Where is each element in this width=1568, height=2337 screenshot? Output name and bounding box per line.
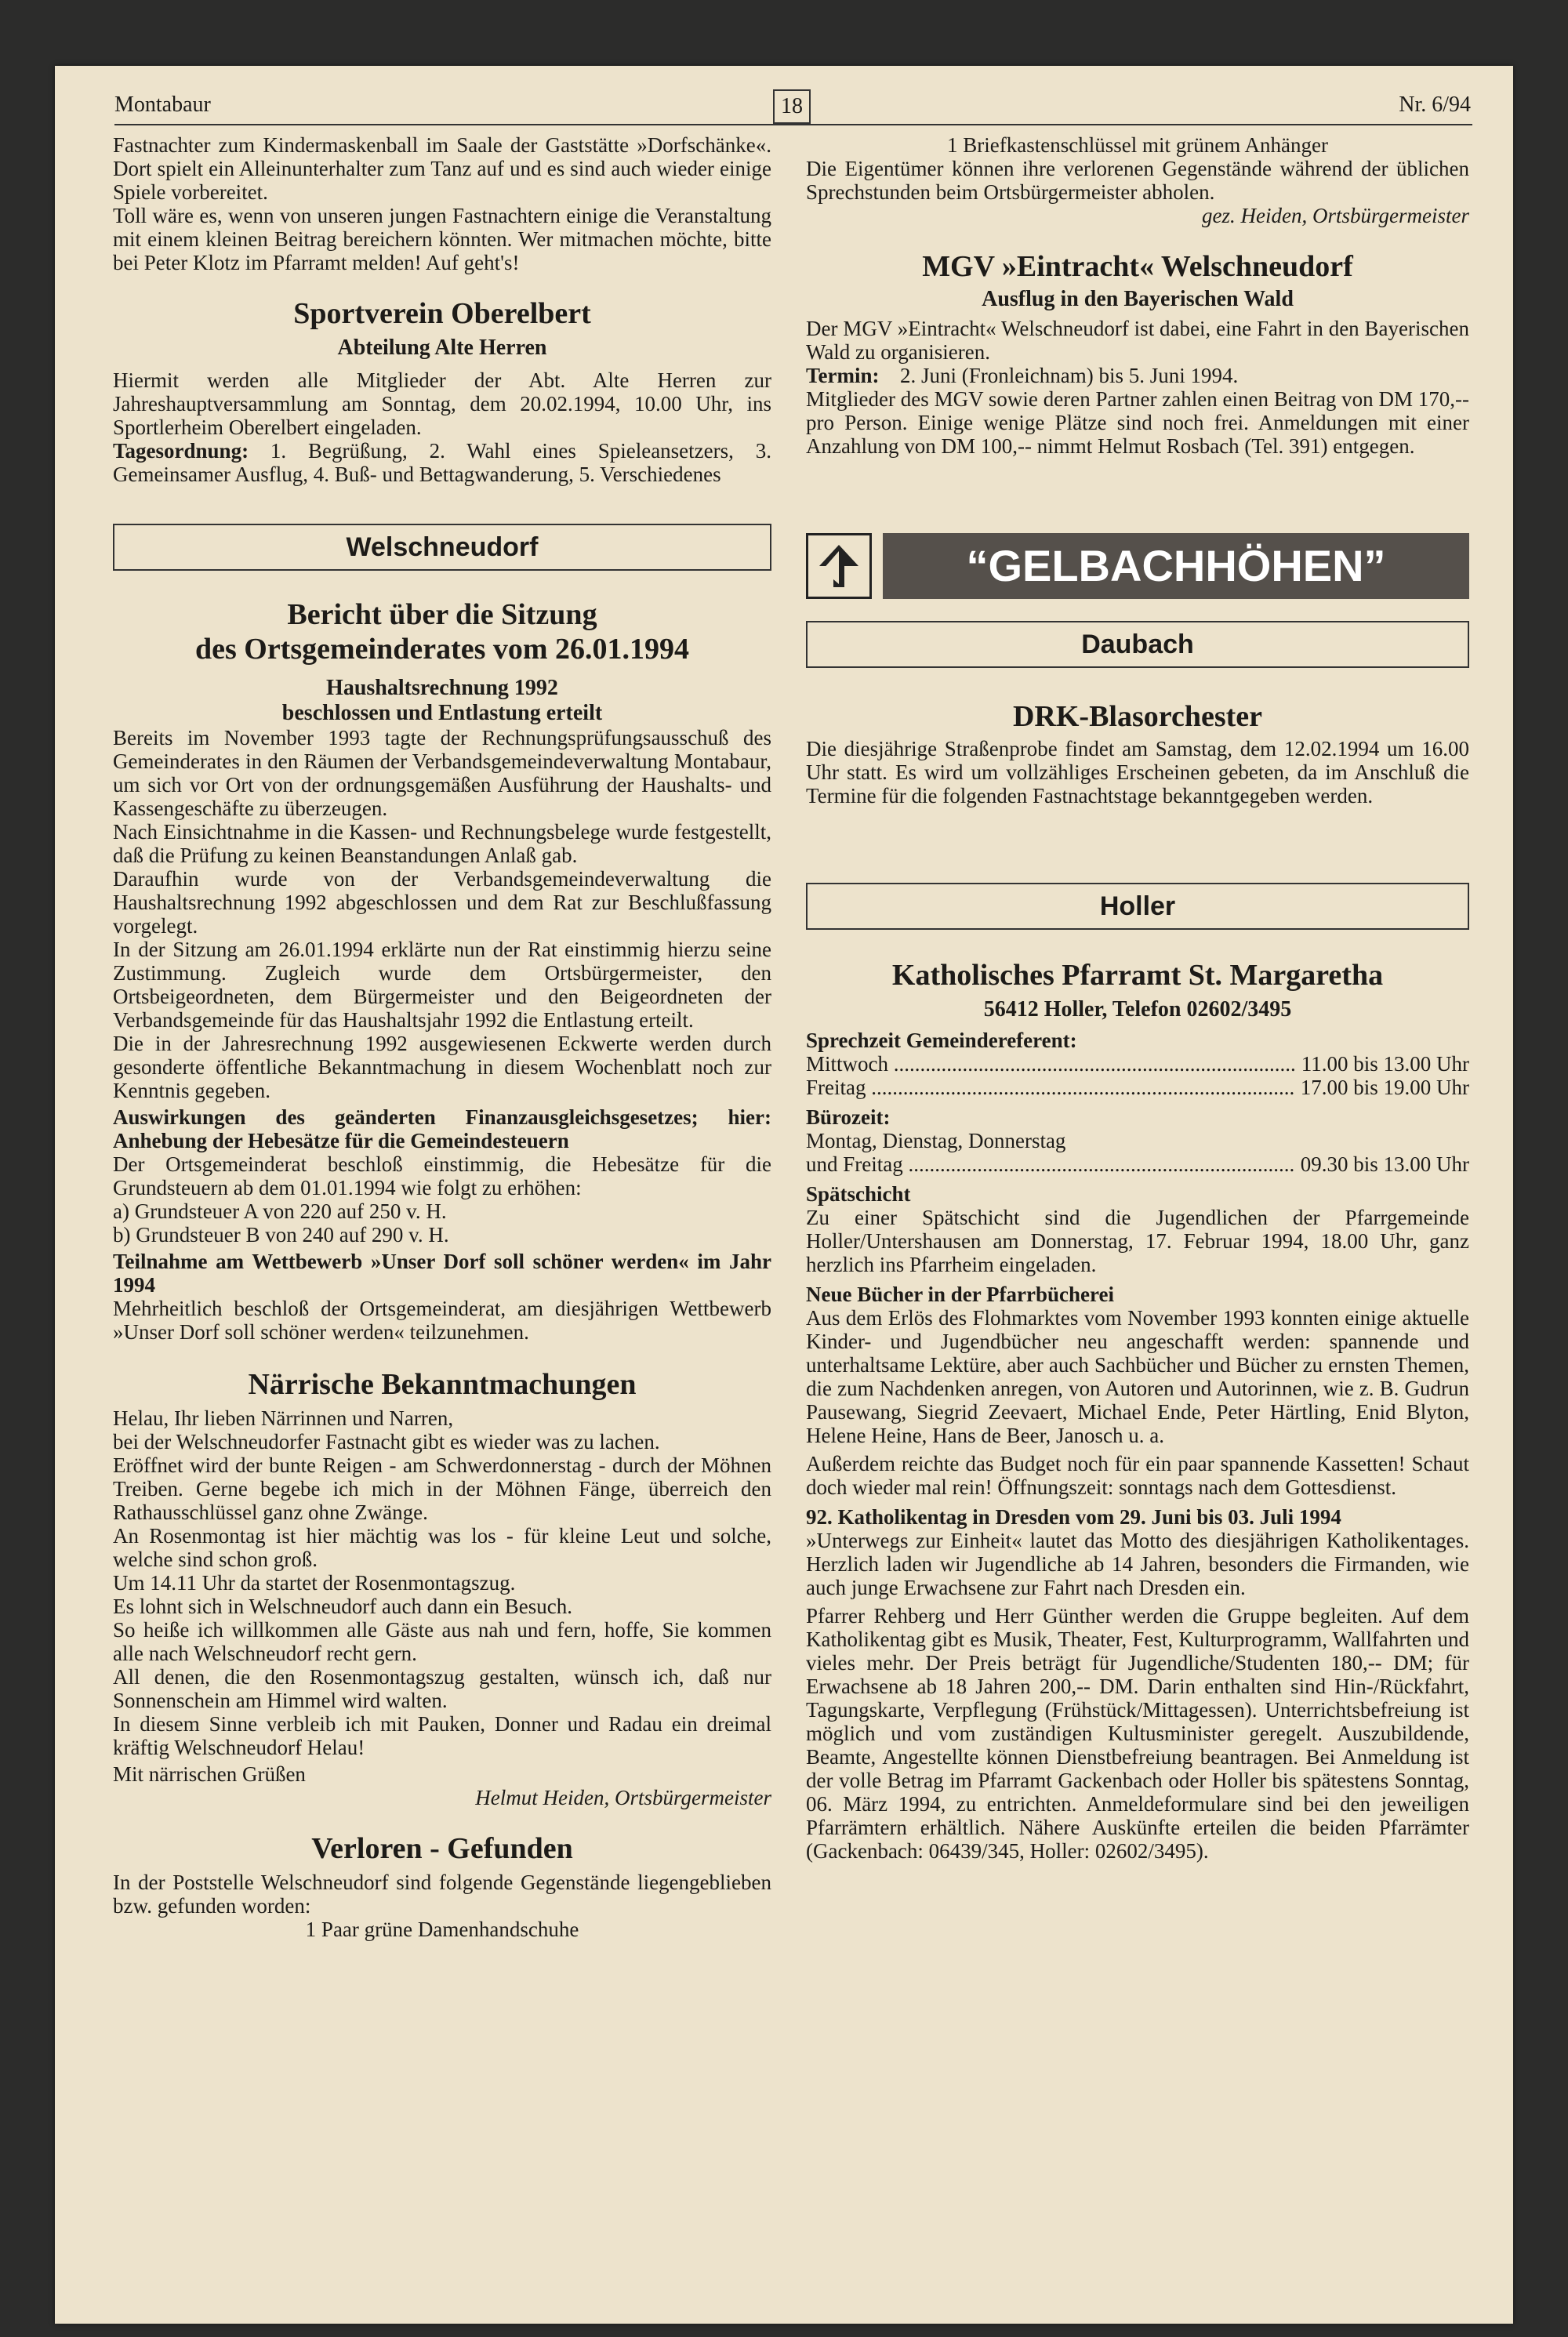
eigentuemer-text: Die Eigentümer können ihre verlorenen Gegenstände während der üblichen Sprechstunden beim Ortsbürgermeister abholen.	[806, 157, 1469, 204]
bericht-para-2: Nach Einsichtnahme in die Kassen- und Rechnungsbelege wurde festgestellt, daß die Prüfung zu keinen Beanstandungen Anlaß gab.	[113, 820, 771, 867]
buero-time: 09.30 bis 13.00 Uhr	[1300, 1152, 1469, 1176]
narr-line: Eröffnet wird der bunte Reigen - am Schwerdonnerstag - durch der Möhnen Treiben. Gerne begebe ich mich in der Möhnen Fänge, überreich den Rathausschlüssel ganz ohne Zwänge.	[113, 1453, 771, 1524]
right-column	[806, 133, 1469, 1863]
auswirkungen-a: a) Grundsteuer A von 220 auf 250 v. H.	[113, 1199, 447, 1223]
buecher-text-2: Außerdem reichte das Budget noch für ein paar spannende Kassetten! Schaut doch wieder mal rein! Öffnungszeit: sonntags nach dem Gottesdienst.	[806, 1452, 1469, 1499]
bericht-para-4: In der Sitzung am 26.01.1994 erklärte nun der Rat einstimmig hierzu seine Zustimmung. Zugleich wurde dem Ortsbürgermeister, den Ortsbeigeordneten, dem Bürgermeister und den Beigeordneten der Verbandsgemeinde für das Haushaltsjahr 1992 die Entlastung erteilt.	[113, 938, 771, 1032]
section-box-holler: Holler	[806, 883, 1469, 930]
drk-title: DRK-Blasorchester	[1012, 700, 1262, 733]
narr-title: Närrische Bekanntmachungen	[248, 1368, 637, 1401]
sport-agenda-label: Tagesordnung:	[113, 439, 249, 463]
sport-agenda-text: 1. Begrüßung, 2. Wahl eines Spieleansetzers, 3. Gemeinsamer Ausflug, 4. Buß- und Bettagwanderung, 5. Verschiedenes	[113, 439, 771, 486]
header-issue: Nr. 6/94	[1399, 93, 1471, 117]
sprechzeit-row	[806, 1076, 1469, 1099]
sprechzeit-day: Freitag .....	[806, 1076, 1296, 1099]
narr-line: Um 14.11 Uhr da startet der Rosenmontagszug.	[113, 1571, 516, 1595]
verloren-item-2: 1 Briefkastenschlüssel mit grünem Anhänger	[947, 133, 1328, 157]
intro-text-2: Toll wäre es, wenn von unseren jungen Fastnachtern einige die Veranstaltung mit einem kleinen Beitrag bereichern könnten. Wer mitmachen möchte, bitte bei Peter Klotz im Pfarramt melden! Auf geht's!	[113, 204, 771, 274]
mgv-subtitle: Ausflug in den Bayerischen Wald	[982, 287, 1294, 311]
sport-text: Hiermit werden alle Mitglieder der Abt. Alte Herren zur Jahreshauptversammlung am Sonntag, dem 20.02.1994, 10.00 Uhr, ins Sportlerheim Oberelbert eingeladen.	[113, 368, 771, 439]
narr-line: bei der Welschneudorfer Fastnacht gibt es wieder was zu lachen.	[113, 1430, 660, 1453]
narr-line: So heiße ich willkommen alle Gäste aus nah und fern, hoffe, Sie kommen alle nach Welschneudorf recht gern.	[113, 1618, 771, 1665]
header-town: Montabaur	[114, 93, 211, 117]
banner-title: “GELBACHHÖHEN”	[883, 533, 1469, 599]
sport-agenda	[113, 439, 771, 486]
buero-day: und Freitag .....	[806, 1152, 1296, 1176]
section-box-welschneudorf: Welschneudorf	[113, 524, 771, 571]
intro-text: Fastnachter zum Kindermaskenball im Saale der Gaststätte »Dorfschänke«. Dort spielt ein Alleinunterhalter zum Tanz auf und es sind auch wieder einige Spiele vorbereitet.	[113, 133, 771, 204]
sport-subtitle: Abteilung Alte Herren	[337, 336, 547, 360]
mgv-termin-label: Termin:	[806, 364, 880, 387]
mgv-termin	[806, 364, 1469, 387]
bericht-title-1: Bericht über die Sitzung	[287, 598, 597, 631]
sprechzeit-row	[806, 1052, 1469, 1076]
bericht-para-3: Daraufhin wurde von der Verbandsgemeindeverwaltung die Haushaltsrechnung 1992 abgeschlossen und dem Rat zur Beschlußfassung vorgelegt.	[113, 867, 771, 938]
narr-signature: Helmut Heiden, Ortsbürgermeister	[475, 1786, 771, 1809]
buero-heading: Bürozeit:	[806, 1105, 891, 1129]
auswirkungen-text: Der Ortsgemeinderat beschloß einstimmig, die Hebesätze für die Grundsteuern ab dem 01.01.1994 wie folgt zu erhöhen:	[113, 1152, 771, 1199]
mgv-text-1: Der MGV »Eintracht« Welschneudorf ist dabei, eine Fahrt in den Bayerischen Wald zu organisieren.	[806, 317, 1469, 364]
narr-greeting: Mit närrischen Grüßen	[113, 1762, 306, 1786]
section-box-daubach: Daubach	[806, 621, 1469, 668]
buero-days: Montag, Dienstag, Donnerstag	[806, 1129, 1066, 1152]
mgv-termin-text: 2. Juni (Fronleichnam) bis 5. Juni 1994.	[900, 364, 1239, 387]
verloren-item-1: 1 Paar grüne Damenhandschuhe	[305, 1918, 579, 1941]
spaetschicht-heading: Spätschicht	[806, 1182, 911, 1206]
sprechzeit-time: 17.00 bis 19.00 Uhr	[1300, 1076, 1469, 1099]
bericht-title-2: des Ortsgemeinderates vom 26.01.1994	[194, 633, 690, 666]
bericht-para-5: Die in der Jahresrechnung 1992 ausgewiesenen Eckwerte werden durch gesonderte öffentliche Bekanntmachung in diesem Wochenblatt noch zur Kenntnis gegeben.	[113, 1032, 771, 1102]
bericht-subtitle-1: Haushaltsrechnung 1992	[326, 676, 558, 700]
teilnahme-text: Mehrheitlich beschloß der Ortsgemeinderat, am diesjährigen Wettbewerb »Unser Dorf soll schöner werden« teilzunehmen.	[113, 1297, 771, 1344]
verloren-text: In der Poststelle Welschneudorf sind folgende Gegenstände liegengeblieben bzw. gefunden worden:	[113, 1871, 771, 1918]
narr-line: All denen, die den Rosenmontagszug gestalten, wünsch ich, daß nur Sonnenschein am Himmel wird walten.	[113, 1665, 771, 1712]
narr-line: An Rosenmontag ist hier mächtig was los - für kleine Leut und solche, welche sind schon groß.	[113, 1524, 771, 1571]
buecher-text-1: Aus dem Erlös des Flohmarktes vom November 1993 konnten einige aktuelle Kinder- und Jugendbücher neu angeschafft werden: spannende und unterhaltsame Lektüre, aber auch Sachbücher und Bücher zu ernsten Themen, die zum Nachdenken anregen, von Autoren und Autorinnen, wie z. B. Gudrun Pausewang, Siegrid Zeevaert, Michael Ende, Peter Härtling, Enid Blyton, Helene Heine, Hans de Beer, Janosch u. a.	[806, 1306, 1469, 1447]
buero-row	[806, 1152, 1469, 1176]
gelbachhoehen-banner	[806, 533, 1469, 599]
header-rule	[114, 124, 1472, 125]
sprechzeit-time: 11.00 bis 13.00 Uhr	[1301, 1052, 1469, 1076]
auswirkungen-b: b) Grundsteuer B von 240 auf 290 v. H.	[113, 1223, 449, 1247]
kath-title: Katholisches Pfarramt St. Margaretha	[891, 959, 1384, 992]
eigentuemer-signature: gez. Heiden, Ortsbürgermeister	[1202, 204, 1469, 227]
katholikentag-heading: 92. Katholikentag in Dresden vom 29. Juni bis 03. Juli 1994	[806, 1505, 1341, 1529]
narr-lines	[113, 1406, 771, 1759]
sprechzeit-day: Mittwoch .....	[806, 1052, 1297, 1076]
drk-text: Die diesjährige Straßenprobe findet am Samstag, dem 12.02.1994 um 16.00 Uhr statt. Es wird um vollzähliges Erscheinen gebeten, da im Anschluß die Termine für die folgenden Fastnachtstage bekanntgegeben werden.	[806, 737, 1469, 807]
teilnahme-heading: Teilnahme am Wettbewerb »Unser Dorf soll schöner werden« im Jahr 1994	[113, 1250, 771, 1297]
spaetschicht-text: Zu einer Spätschicht sind die Jugendlichen der Pfarrgemeinde Holler/Untershausen am Donnerstag, 17. Februar 1994, 18.00 Uhr, ganz herzlich ins Pfarrheim eingeladen.	[806, 1206, 1469, 1276]
katholikentag-text-2: Pfarrer Rehberg und Herr Günther werden die Gruppe begleiten. Auf dem Katholikentag gibt es Musik, Theater, Fest, Kulturprogramm, Wallfahrten und vieles mehr. Der Preis beträgt für Jugendliche/Studenten 180,-- DM; für Erwachsene ab 18 Jahren 200,-- DM. Darin enthalten sind Hin-/Rückfahrt, Tagungskarte, Verpflegung (Frühstück/Mittagessen). Unterrichtsbefreiung ist möglich und vom zuständigen Kultusminister geregelt. Auszubildende, Beamte, Angestellte können Dienstbefreiung beantragen. Bei Anmeldung ist der volle Betrag im Pfarramt Gackenbach oder Holler bis spätestens Sonntag, 06. März 1994, zu entrichten. Anmeldeformulare sind bei den jeweiligen Pfarrämtern erhältlich. Nähere Auskünfte erteilen die beiden Pfarrämter (Gackenbach: 06439/345, Holler: 02602/3495).	[806, 1604, 1469, 1863]
sport-title: Sportverein Oberelbert	[293, 297, 591, 330]
verloren-title: Verloren - Gefunden	[311, 1832, 573, 1865]
narr-line: Es lohnt sich in Welschneudorf auch dann ein Besuch.	[113, 1595, 572, 1618]
narr-line: Helau, Ihr lieben Närrinnen und Narren,	[113, 1406, 454, 1430]
auswirkungen-heading: Auswirkungen des geänderten Finanzausgleichsgesetzes; hier: Anhebung der Hebesätze für die Gemeindesteuern	[113, 1105, 771, 1152]
sprechzeit-heading: Sprechzeit Gemeindereferent:	[806, 1029, 1077, 1052]
region-logo-icon	[806, 533, 872, 599]
buecher-heading: Neue Bücher in der Pfarrbücherei	[806, 1283, 1114, 1306]
bericht-subtitle-2: beschlossen und Entlastung erteilt	[281, 701, 603, 725]
left-column	[113, 133, 771, 1941]
header-page-number: 18	[773, 89, 811, 124]
kath-subtitle: 56412 Holler, Telefon 02602/3495	[983, 997, 1292, 1022]
narr-line: In diesem Sinne verbleib ich mit Pauken, Donner und Radau ein dreimal kräftig Welschneudorf Helau!	[113, 1712, 771, 1759]
katholikentag-text-1: »Unterwegs zur Einheit« lautet das Motto des diesjährigen Katholikentages. Herzlich laden wir Jugendliche ab 14 Jahren, besonders die Firmanden, wie auch junge Erwachsene zur Fahrt nach Dresden ein.	[806, 1529, 1469, 1599]
bericht-para-1: Bereits im November 1993 tagte der Rechnungsprüfungsausschuß des Gemeinderates in den Räumen der Verbandsgemeindeverwaltung Montabaur, um sich vor Ort von der ordnungsgemäßen Ausführung der Haushalts- und Kassengeschäfte zu überzeugen.	[113, 726, 771, 820]
mgv-title: MGV »Eintracht« Welschneudorf	[922, 250, 1353, 283]
mgv-text-2: Mitglieder des MGV sowie deren Partner zahlen einen Beitrag von DM 170,-- pro Person. Einige wenige Plätze sind noch frei. Anmeldungen mit einer Anzahlung von DM 100,-- nimmt Helmut Rosbach (Tel. 391) entgegen.	[806, 387, 1469, 458]
